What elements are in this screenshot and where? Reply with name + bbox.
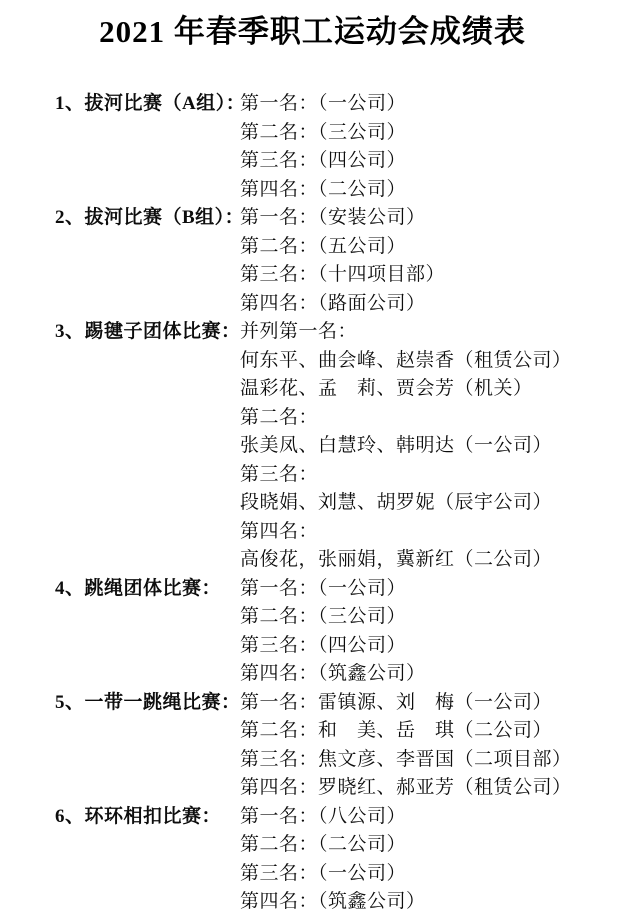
result-line: 第一名：（一公司）: [240, 93, 407, 114]
result-line: 第一名：（八公司）: [240, 805, 407, 827]
competition-section: [55, 90, 597, 204]
competition-results: [240, 803, 597, 917]
competition-results: [240, 575, 597, 689]
result-line: 第三名：（四公司）: [240, 634, 407, 656]
competition-label: 4、跳绳团体比赛：: [55, 577, 222, 599]
competition-results: [240, 318, 597, 575]
result-line: 第四名：（路面公司）: [240, 292, 426, 314]
competition-section: [55, 318, 597, 575]
result-line: 第二名：（五公司）: [240, 235, 407, 257]
result-line: 第二名：（三公司）: [240, 606, 407, 627]
result-line: 第三名：（一公司）: [240, 862, 407, 884]
competition-results: [240, 689, 597, 803]
result-line: 第一名：（一公司）: [240, 577, 407, 599]
competition-section: [55, 803, 597, 917]
competition-label: 6、环环相扣比赛：: [55, 805, 222, 827]
result-line: 第二名：（三公司）: [240, 121, 407, 143]
page-title: 2021 年春季职工运动会成绩表: [99, 14, 526, 49]
result-line: 段晓娟、刘慧、胡罗妮（辰宇公司）: [240, 492, 553, 513]
result-line: 第二名：: [240, 406, 319, 428]
result-line: 第四名：（筑鑫公司）: [240, 663, 426, 684]
result-line: 第四名：罗晓红、郝亚芳（租赁公司）: [240, 777, 572, 798]
competition-results: [240, 204, 597, 318]
result-line: 第三名：: [240, 463, 319, 485]
result-line: 第三名：（四公司）: [240, 150, 407, 171]
result-line: 张美凤、白慧玲、韩明达（一公司）: [240, 435, 553, 456]
result-line: 第三名：焦文彦、李晋国（二项目部）: [240, 748, 572, 770]
result-line: 高俊花，张丽娟，冀新红（二公司）: [240, 549, 553, 570]
result-line: 并列第一名：: [240, 321, 358, 342]
result-line: 第一名：雷镇源、刘 梅（一公司）: [240, 691, 553, 713]
result-line: 第一名：（安装公司）: [240, 207, 426, 228]
result-line: 温彩花、孟 莉、贾会芳（机关）: [240, 378, 533, 399]
competition-section: [55, 204, 597, 318]
result-line: 第四名：: [240, 520, 319, 542]
result-line: 第二名：（二公司）: [240, 834, 407, 855]
competition-label: 1、拔河比赛（A组）：: [55, 93, 246, 114]
result-line: 何东平、曲会峰、赵崇香（租赁公司）: [240, 349, 572, 371]
results-list: [0, 90, 625, 917]
result-line: 第二名：和 美、岳 琪（二公司）: [240, 720, 553, 741]
competition-section: [55, 689, 597, 803]
result-line: 第四名：（二公司）: [240, 178, 407, 200]
competition-section: [55, 575, 597, 689]
result-line: 第三名：（十四项目部）: [240, 264, 446, 285]
competition-label: 2、拔河比赛（B组）：: [55, 207, 245, 228]
result-line: 第四名：（筑鑫公司）: [240, 891, 426, 912]
competition-label: 3、踢毽子团体比赛：: [55, 321, 241, 342]
competition-label: 5、一带一跳绳比赛：: [55, 691, 241, 713]
competition-results: [240, 90, 597, 204]
